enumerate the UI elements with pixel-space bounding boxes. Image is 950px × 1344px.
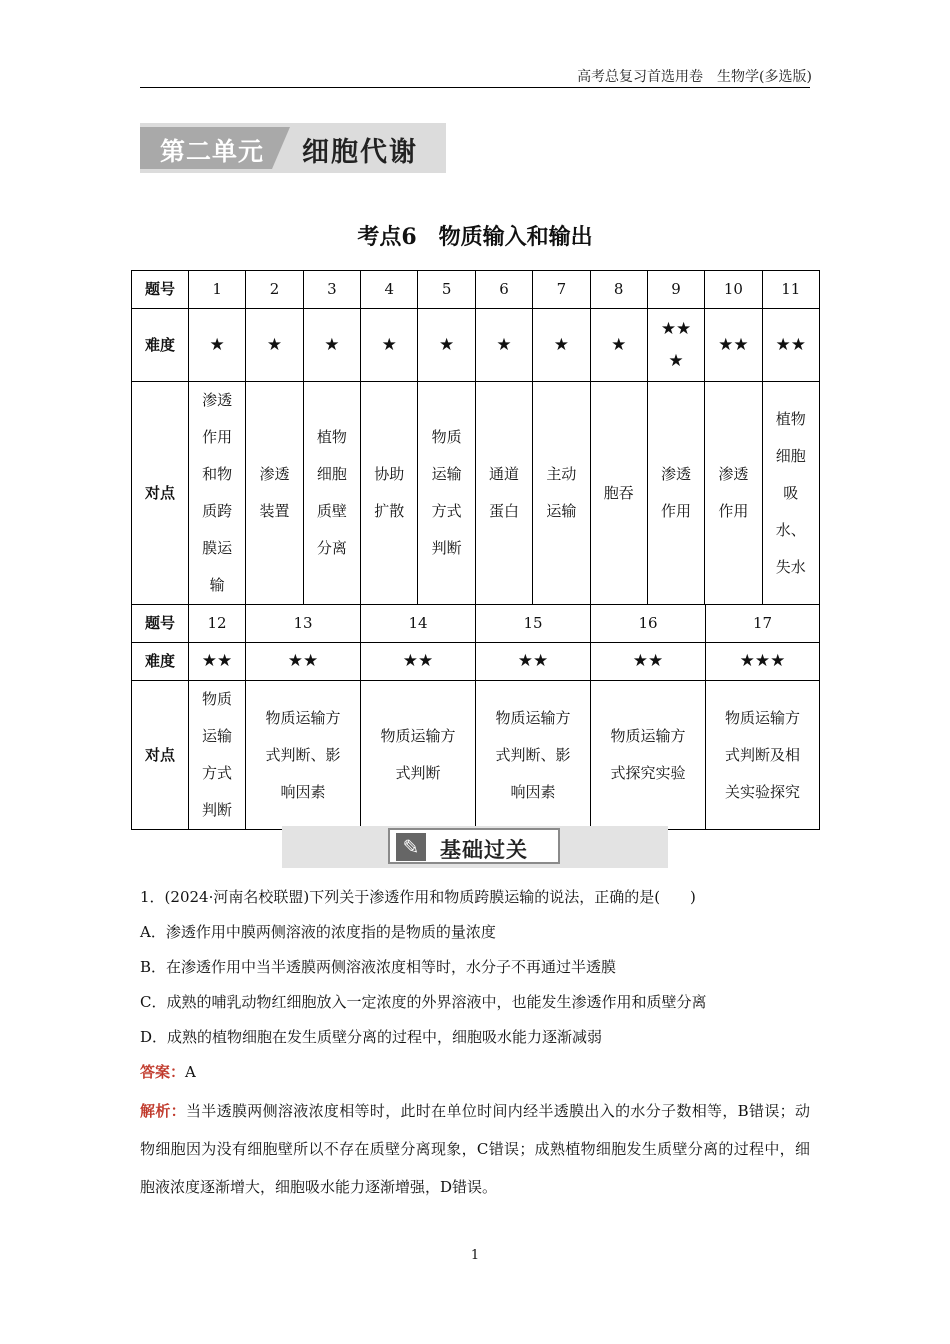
topic-cell: 主动 运输 bbox=[533, 382, 590, 605]
question-number-cell: 13 bbox=[246, 605, 361, 643]
question-1-option-a: A．渗透作用中膜两侧溶液的浓度指的是物质的量浓度 bbox=[140, 923, 496, 941]
topic-cell: 渗透 作用 bbox=[647, 382, 704, 605]
table-row-topics bbox=[132, 681, 820, 830]
difficulty-stars: ★★ ★ bbox=[647, 309, 704, 382]
topic-cell: 通道 蛋白 bbox=[475, 382, 532, 605]
question-1-option-d: D．成熟的植物细胞在发生质壁分离的过程中，细胞吸水能力逐渐减弱 bbox=[140, 1028, 603, 1046]
question-number-cell: 7 bbox=[533, 271, 590, 309]
question-number-cell: 10 bbox=[705, 271, 762, 309]
question-number-cell: 17 bbox=[706, 605, 820, 643]
topic-cell: 物质运输方 式探究实验 bbox=[591, 681, 706, 830]
topic-cell: 植物 细胞 质壁 分离 bbox=[303, 382, 360, 605]
difficulty-stars: ★ bbox=[361, 309, 418, 382]
question-1-option-b: B．在渗透作用中当半透膜两侧溶液浓度相等时，水分子不再通过半透膜 bbox=[140, 958, 617, 976]
difficulty-table-2 bbox=[131, 604, 820, 830]
table-row-question-numbers bbox=[132, 271, 820, 309]
question-number-cell: 2 bbox=[246, 271, 303, 309]
label-difficulty: 难度 bbox=[132, 643, 189, 681]
question-number-cell: 3 bbox=[303, 271, 360, 309]
label-question-number: 题号 bbox=[132, 605, 189, 643]
difficulty-stars: ★★ bbox=[189, 643, 246, 681]
difficulty-stars: ★ bbox=[475, 309, 532, 382]
analysis-label: 解析： bbox=[140, 1102, 186, 1120]
topic-cell: 物质运输方 式判断、影 响因素 bbox=[476, 681, 591, 830]
section-title: 考点6 物质输入和输出 bbox=[357, 224, 593, 250]
table-row-difficulty bbox=[132, 309, 820, 382]
topic-cell: 植物 细胞 吸 水、 失水 bbox=[762, 382, 819, 605]
question-1-stem: 1．(2024·河南名校联盟)下列关于渗透作用和物质跨膜运输的说法，正确的是( ) bbox=[140, 888, 696, 906]
difficulty-stars: ★ bbox=[303, 309, 360, 382]
difficulty-stars: ★ bbox=[189, 309, 246, 382]
difficulty-stars: ★★ bbox=[762, 309, 819, 382]
question-1-answer bbox=[140, 1061, 196, 1082]
basics-banner bbox=[282, 826, 668, 868]
difficulty-stars: ★★★ bbox=[706, 643, 820, 681]
question-number-cell: 1 bbox=[189, 271, 246, 309]
question-number-cell: 8 bbox=[590, 271, 647, 309]
question-1-analysis bbox=[140, 1092, 810, 1206]
header-rule bbox=[140, 87, 810, 88]
table-row-difficulty bbox=[132, 643, 820, 681]
question-number-cell: 16 bbox=[591, 605, 706, 643]
topic-cell: 协助 扩散 bbox=[361, 382, 418, 605]
table-row-question-numbers bbox=[132, 605, 820, 643]
answer-value: A bbox=[185, 1063, 196, 1081]
question-number-cell: 6 bbox=[475, 271, 532, 309]
question-number-cell: 5 bbox=[418, 271, 475, 309]
topic-cell: 渗透 装置 bbox=[246, 382, 303, 605]
label-question-number: 题号 bbox=[132, 271, 189, 309]
label-difficulty: 难度 bbox=[132, 309, 189, 382]
unit-banner bbox=[140, 123, 446, 173]
topic-cell: 物质 运输 方式 判断 bbox=[189, 681, 246, 830]
table-row-topics bbox=[132, 382, 820, 605]
question-number-cell: 11 bbox=[762, 271, 819, 309]
topic-cell: 物质运输方 式判断 bbox=[361, 681, 476, 830]
question-number-cell: 9 bbox=[647, 271, 704, 309]
question-number-cell: 4 bbox=[361, 271, 418, 309]
question-number-cell: 12 bbox=[189, 605, 246, 643]
question-number-cell: 15 bbox=[476, 605, 591, 643]
unit-title: 细胞代谢 bbox=[302, 137, 418, 168]
difficulty-stars: ★ bbox=[590, 309, 647, 382]
difficulty-stars: ★★ bbox=[361, 643, 476, 681]
topic-cell: 物质 运输 方式 判断 bbox=[418, 382, 475, 605]
topic-cell: 渗透 作用 和物 质跨 膜运 输 bbox=[189, 382, 246, 605]
topic-cell: 胞吞 bbox=[590, 382, 647, 605]
page-number: 1 bbox=[470, 1248, 480, 1263]
question-1-option-c: C．成熟的哺乳动物红细胞放入一定浓度的外界溶液中，也能发生渗透作用和质壁分离 bbox=[140, 993, 707, 1011]
difficulty-stars: ★ bbox=[246, 309, 303, 382]
running-header: 高考总复习首选用卷 生物学(多选版) bbox=[577, 69, 812, 85]
difficulty-table-1 bbox=[131, 270, 820, 605]
difficulty-stars: ★ bbox=[533, 309, 590, 382]
pencil-icon: ✎ bbox=[396, 833, 426, 861]
difficulty-stars: ★ bbox=[418, 309, 475, 382]
unit-label: 第二单元 bbox=[160, 137, 265, 166]
difficulty-stars: ★★ bbox=[705, 309, 762, 382]
question-number-cell: 14 bbox=[361, 605, 476, 643]
answer-label: 答案： bbox=[140, 1063, 186, 1081]
topic-cell: 物质运输方 式判断、影 响因素 bbox=[246, 681, 361, 830]
basics-label: 基础过关 bbox=[440, 838, 528, 862]
difficulty-stars: ★★ bbox=[591, 643, 706, 681]
label-topic: 对点 bbox=[132, 681, 189, 830]
topic-cell: 物质运输方 式判断及相 关实验探究 bbox=[706, 681, 820, 830]
difficulty-stars: ★★ bbox=[246, 643, 361, 681]
basics-box bbox=[388, 828, 560, 864]
difficulty-stars: ★★ bbox=[476, 643, 591, 681]
label-topic: 对点 bbox=[132, 382, 189, 605]
topic-cell: 渗透 作用 bbox=[705, 382, 762, 605]
analysis-text: 当半透膜两侧溶液浓度相等时，此时在单位时间内经半透膜出入的水分子数相等，B错误；动物细胞因为没有细胞壁所以不存在质壁分离现象，C错误；成熟植物细胞发生质壁分离的过程中，细胞液浓度逐渐增大，细胞吸水能力逐渐增强，D错误。 bbox=[140, 1102, 810, 1196]
